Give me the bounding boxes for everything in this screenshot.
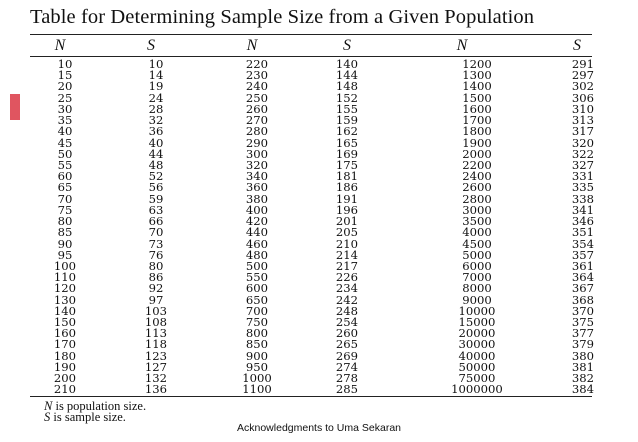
- table-cell: 152: [335, 90, 359, 105]
- table-cell: 113: [144, 326, 168, 341]
- table-cell: 285: [335, 382, 359, 397]
- table-cell: 186: [335, 180, 359, 195]
- table-cell: 331: [571, 169, 594, 184]
- table-cell: 364: [571, 270, 594, 285]
- table-cell: 19: [148, 79, 164, 94]
- table-cell: 2400: [462, 169, 492, 184]
- table-cell: 317: [571, 124, 594, 139]
- table-cell: 1000000: [451, 382, 503, 397]
- table-cell: 1400: [462, 79, 492, 94]
- table-cell: 73: [148, 236, 164, 251]
- table-cell: 32: [148, 113, 164, 128]
- table-cell: 900: [245, 348, 269, 363]
- table-cell: 10: [148, 57, 164, 71]
- table-cell: 310: [571, 101, 594, 116]
- note-s-text: is sample size.: [50, 410, 126, 424]
- note-n-text: is population size.: [52, 399, 147, 413]
- table-cell: 234: [335, 281, 359, 296]
- table-cell: 600: [245, 281, 269, 296]
- table-cell: 162: [335, 124, 359, 139]
- top-rule: [30, 34, 592, 35]
- table-cell: 370: [571, 303, 594, 318]
- header-n-2: N: [246, 37, 258, 54]
- table-cell: 191: [335, 191, 359, 206]
- table-cell: 240: [245, 79, 269, 94]
- table-cell: 2000: [462, 146, 492, 161]
- header-s-2: S: [343, 37, 351, 54]
- table-notes: [44, 401, 146, 423]
- table-cell: 97: [148, 292, 164, 307]
- column-n-2: [232, 59, 282, 396]
- table-cell: 40000: [458, 348, 496, 363]
- table-cell: 300: [245, 146, 269, 161]
- table-cell: 170: [53, 337, 77, 352]
- column-n-1: [40, 59, 90, 396]
- table-cell: 379: [571, 337, 594, 352]
- table-cell: 70: [57, 191, 73, 206]
- table-cell: 118: [144, 337, 168, 352]
- table-cell: 327: [571, 157, 594, 172]
- table-cell: 181: [335, 169, 359, 184]
- table-cell: 140: [335, 57, 359, 71]
- table-cell: 1800: [462, 124, 492, 139]
- header-s-3: S: [573, 37, 581, 54]
- table-cell: 354: [571, 236, 594, 251]
- table-cell: 460: [245, 236, 269, 251]
- table-cell: 270: [245, 113, 269, 128]
- table-cell: 25: [57, 90, 73, 105]
- table-cell: 10: [57, 57, 73, 71]
- table-cell: 80: [148, 258, 164, 273]
- table-cell: 4500: [462, 236, 492, 251]
- table-cell: 850: [245, 337, 269, 352]
- table-cell: 375: [571, 315, 594, 330]
- table-cell: 108: [144, 315, 168, 330]
- table-cell: 1500: [462, 90, 492, 105]
- table-cell: 367: [571, 281, 594, 296]
- table-cell: 5000: [462, 247, 492, 262]
- table-cell: 80: [57, 214, 73, 229]
- table-cell: 63: [148, 202, 164, 217]
- table-cell: 291: [571, 57, 594, 71]
- table-cell: 95: [57, 247, 73, 262]
- table-title: Table for Determining Sample Size from a Given Population: [30, 6, 535, 28]
- table-cell: 50: [57, 146, 73, 161]
- table-cell: 14: [148, 68, 164, 83]
- table-cell: 650: [245, 292, 269, 307]
- table-cell: 50000: [458, 359, 496, 374]
- table-cell: 380: [245, 191, 269, 206]
- table-cell: 242: [335, 292, 359, 307]
- column-s-1: [131, 59, 181, 396]
- table-cell: 750: [245, 315, 269, 330]
- table-cell: 274: [335, 359, 359, 374]
- table-cell: 10000: [458, 303, 496, 318]
- red-side-marker: [10, 94, 20, 120]
- table-cell: 45: [57, 135, 73, 150]
- table-cell: 20000: [458, 326, 496, 341]
- table-cell: 55: [57, 157, 73, 172]
- table-cell: 103: [144, 303, 168, 318]
- table-cell: 210: [53, 382, 77, 397]
- table-cell: 66: [148, 214, 164, 229]
- table-cell: 205: [335, 225, 359, 240]
- table-cell: 2200: [462, 157, 492, 172]
- table-cell: 351: [571, 225, 594, 240]
- table-cell: 127: [144, 359, 168, 374]
- table-cell: 92: [148, 281, 164, 296]
- table-cell: 144: [335, 68, 359, 83]
- table-cell: 59: [148, 191, 164, 206]
- table-cell: 1900: [462, 135, 492, 150]
- table-cell: 175: [335, 157, 359, 172]
- table-cell: 290: [245, 135, 269, 150]
- table-cell: 36: [148, 124, 164, 139]
- table-cell: 35: [57, 113, 73, 128]
- table-cell: 230: [245, 68, 269, 83]
- table-cell: 377: [571, 326, 594, 341]
- table-cell: 2600: [462, 180, 492, 195]
- table-cell: 56: [148, 180, 164, 195]
- table-cell: 9000: [462, 292, 492, 307]
- table-cell: 6000: [462, 258, 492, 273]
- table-cell: 210: [335, 236, 359, 251]
- table-cell: 368: [571, 292, 594, 307]
- column-n-3: [432, 59, 522, 396]
- table-cell: 400: [245, 202, 269, 217]
- table-cell: 48: [148, 157, 164, 172]
- acknowledgment: Acknowledgments to Uma Sekaran: [237, 422, 401, 434]
- table-cell: 160: [53, 326, 77, 341]
- table-cell: 148: [335, 79, 359, 94]
- note-n-symbol: N: [44, 399, 53, 413]
- table-cell: 28: [148, 101, 164, 116]
- note-s-symbol: S: [44, 410, 51, 424]
- table-cell: 381: [571, 359, 594, 374]
- table-cell: 700: [245, 303, 269, 318]
- table-cell: 480: [245, 247, 269, 262]
- table-cell: 269: [335, 348, 359, 363]
- table-cell: 361: [571, 258, 594, 273]
- table-cell: 140: [53, 303, 77, 318]
- table-cell: 420: [245, 214, 269, 229]
- table-cell: 136: [144, 382, 168, 397]
- table-cell: 320: [571, 135, 594, 150]
- table-cell: 20: [57, 79, 73, 94]
- table-cell: 70: [148, 225, 164, 240]
- table-cell: 120: [53, 281, 77, 296]
- table-cell: 254: [335, 315, 359, 330]
- table-cell: 280: [245, 124, 269, 139]
- table-cell: 297: [571, 68, 594, 83]
- table-cell: 1000: [242, 371, 272, 386]
- table-cell: 265: [335, 337, 359, 352]
- table-cell: 380: [571, 348, 594, 363]
- table-cell: 260: [245, 101, 269, 116]
- table-cell: 500: [245, 258, 269, 273]
- table-cell: 15000: [458, 315, 496, 330]
- table-cell: 123: [144, 348, 168, 363]
- table-cell: 65: [57, 180, 73, 195]
- table-cell: 1600: [462, 101, 492, 116]
- table-cell: 2800: [462, 191, 492, 206]
- table-cell: 190: [53, 359, 77, 374]
- table-cell: 159: [335, 113, 359, 128]
- table-cell: 250: [245, 90, 269, 105]
- table-cell: 60: [57, 169, 73, 184]
- table-cell: 75000: [458, 371, 496, 386]
- header-rule: [30, 56, 592, 57]
- table-cell: 248: [335, 303, 359, 318]
- table-cell: 75: [57, 202, 73, 217]
- column-s-2: [322, 59, 372, 396]
- table-cell: 1200: [462, 57, 492, 71]
- table-cell: 302: [571, 79, 594, 94]
- table-cell: 100: [53, 258, 77, 273]
- table-cell: 201: [335, 214, 359, 229]
- table-cell: 40: [148, 135, 164, 150]
- column-s-3: [548, 59, 594, 396]
- table-cell: 384: [571, 382, 594, 397]
- table-cell: 169: [335, 146, 359, 161]
- table-cell: 341: [571, 202, 594, 217]
- table-cell: 90: [57, 236, 73, 251]
- bottom-rule: [30, 396, 592, 397]
- table-cell: 110: [53, 270, 77, 285]
- table-cell: 40: [57, 124, 73, 139]
- table-cell: 950: [245, 359, 269, 374]
- table-cell: 7000: [462, 270, 492, 285]
- table-cell: 3000: [462, 202, 492, 217]
- table-cell: 440: [245, 225, 269, 240]
- header-s-1: S: [147, 37, 155, 54]
- table-cell: 3500: [462, 214, 492, 229]
- table-cell: 52: [148, 169, 164, 184]
- table-cell: 24: [148, 90, 164, 105]
- table-cell: 76: [148, 247, 164, 262]
- table-cell: 180: [53, 348, 77, 363]
- table-cell: 1100: [242, 382, 272, 397]
- table-cell: 340: [245, 169, 269, 184]
- table-cell: 132: [144, 371, 168, 386]
- table-cell: 338: [571, 191, 594, 206]
- table-cell: 226: [335, 270, 359, 285]
- table-cell: 278: [335, 371, 359, 386]
- table-cell: 346: [571, 214, 594, 229]
- table-cell: 1300: [462, 68, 492, 83]
- table-cell: 15: [57, 68, 73, 83]
- table-cell: 85: [57, 225, 73, 240]
- table-cell: 1700: [462, 113, 492, 128]
- header-n-3: N: [456, 37, 468, 54]
- table-cell: 150: [53, 315, 77, 330]
- table-cell: 313: [571, 113, 594, 128]
- table-cell: 260: [335, 326, 359, 341]
- table-cell: 217: [335, 258, 359, 273]
- table-cell: 214: [335, 247, 359, 262]
- table-cell: 220: [245, 57, 269, 71]
- table-cell: 306: [571, 90, 594, 105]
- table-cell: 800: [245, 326, 269, 341]
- table-cell: 4000: [462, 225, 492, 240]
- table-cell: 155: [335, 101, 359, 116]
- table-cell: 130: [53, 292, 77, 307]
- table-cell: 360: [245, 180, 269, 195]
- table-cell: 335: [571, 180, 594, 195]
- table-cell: 550: [245, 270, 269, 285]
- table-cell: 357: [571, 247, 594, 262]
- table-cell: 320: [245, 157, 269, 172]
- table-cell: 44: [148, 146, 164, 161]
- header-n-1: N: [54, 37, 66, 54]
- table-cell: 165: [335, 135, 359, 150]
- table-cell: 322: [571, 146, 594, 161]
- table-cell: 382: [571, 371, 594, 386]
- table-cell: 86: [148, 270, 164, 285]
- table-cell: 8000: [462, 281, 492, 296]
- table-cell: 196: [335, 202, 359, 217]
- table-cell: 30: [57, 101, 73, 116]
- table-cell: 30000: [458, 337, 496, 352]
- table-cell: 200: [53, 371, 77, 386]
